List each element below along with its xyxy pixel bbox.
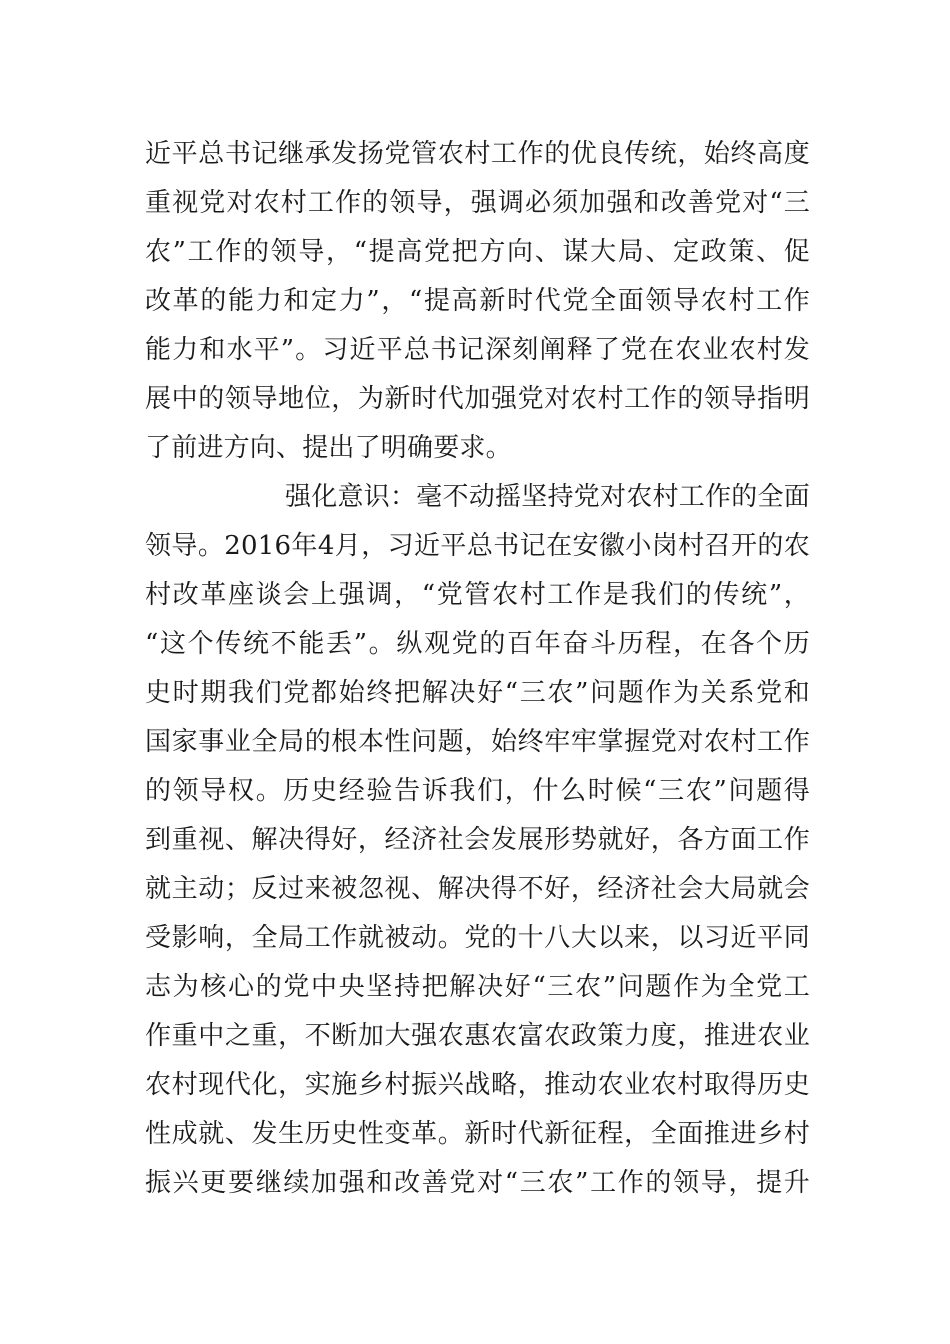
text-line: 就主动；反过来被忽视、解决得不好，经济社会大局就会 [145,874,810,904]
text-line: 振兴更要继续加强和改善党对“三农”工作的领导，提升 [145,1168,810,1198]
text-line: 领导。2016年4月，习近平总书记在安徽小岗村召开的农 [145,531,810,561]
text-line: 受影响，全局工作就被动。党的十八大以来，以习近平同 [145,923,810,953]
paragraph-2 [145,473,810,1208]
text-line: 能力和水平”。习近平总书记深刻阐释了党在农业农村发 [145,335,810,365]
paragraph-heading-line: 强化意识：毫不动摇坚持党对农村工作的全面 [285,482,810,512]
paragraph-1 [145,130,810,473]
text-line: 农村现代化，实施乡村振兴战略，推动农业农村取得历史 [145,1070,810,1100]
text-line: 重视党对农村工作的领导，强调必须加强和改善党对“三 [145,188,810,218]
text-line: 到重视、解决得好，经济社会发展形势就好，各方面工作 [145,825,810,855]
text-line: “这个传统不能丢”。纵观党的百年奋斗历程，在各个历 [145,629,810,659]
text-line: 农”工作的领导，“提高党把方向、谋大局、定政策、促 [145,237,810,267]
text-line: 性成就、发生历史性变革。新时代新征程，全面推进乡村 [145,1119,810,1149]
text-line: 国家事业全局的根本性问题，始终牢牢掌握党对农村工作 [145,727,810,757]
text-line: 志为核心的党中央坚持把解决好“三农”问题作为全党工 [145,972,810,1002]
text-line: 展中的领导地位，为新时代加强党对农村工作的领导指明 [145,384,810,414]
text-line: 了前进方向、提出了明确要求。 [145,433,512,463]
text-line: 改革的能力和定力”，“提高新时代党全面领导农村工作 [145,286,810,316]
text-line: 的领导权。历史经验告诉我们，什么时候“三农”问题得 [145,776,810,806]
document-body [145,130,810,1208]
text-line: 近平总书记继承发扬党管农村工作的优良传统，始终高度 [145,139,810,169]
text-line: 史时期我们党都始终把解决好“三农”问题作为关系党和 [145,678,810,708]
text-line: 村改革座谈会上强调，“党管农村工作是我们的传统”， [145,580,810,610]
text-line: 作重中之重，不断加大强农惠农富农政策力度，推进农业 [145,1021,810,1051]
